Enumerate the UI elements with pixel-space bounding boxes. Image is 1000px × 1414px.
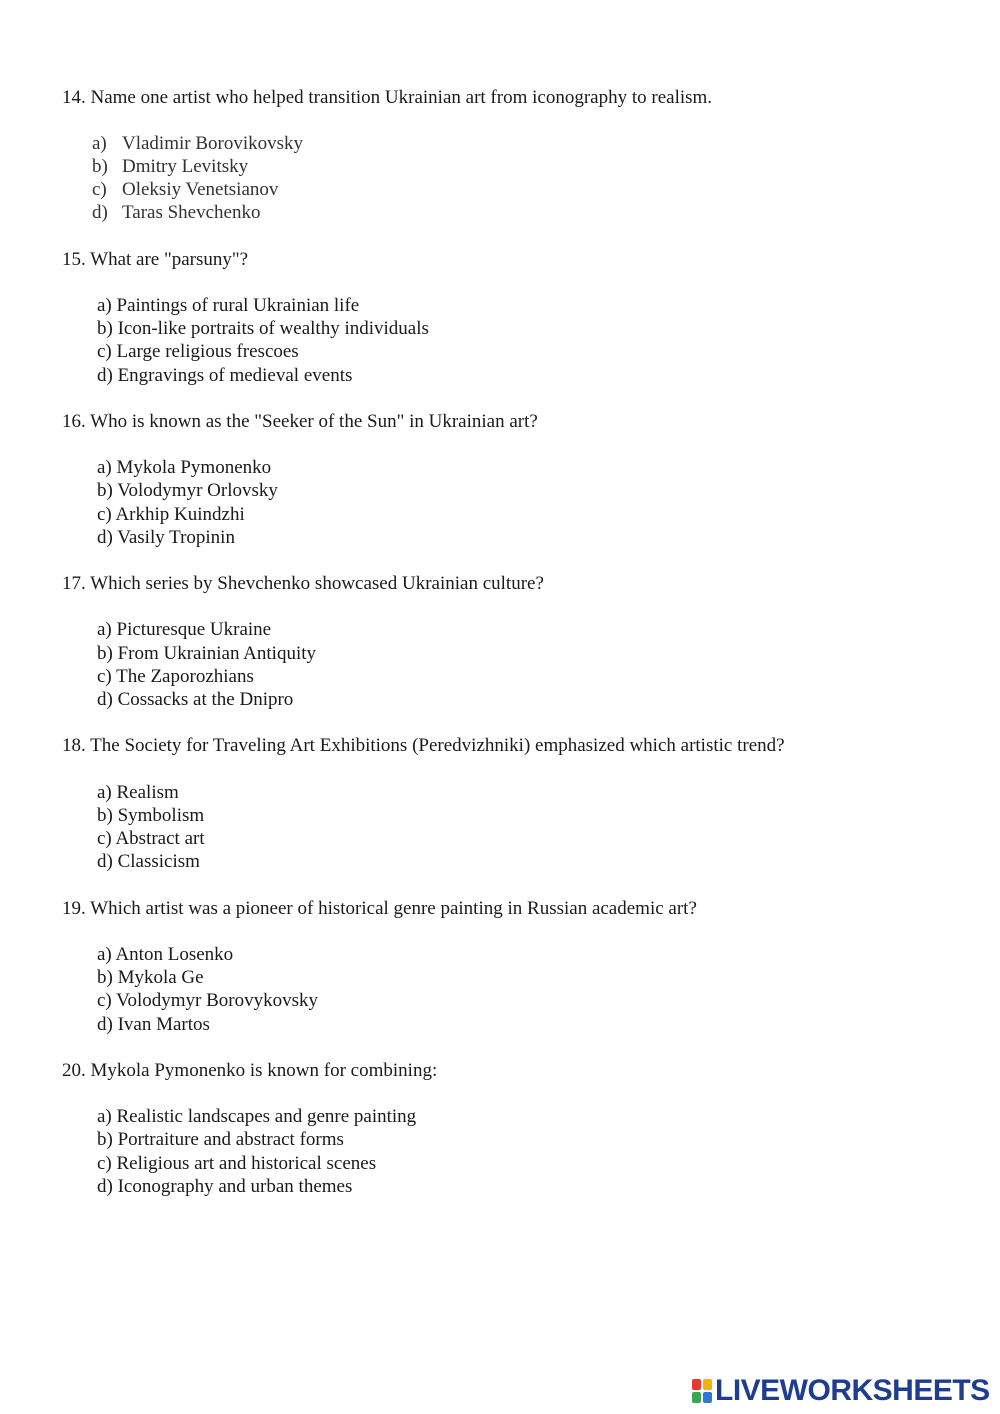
question-17: 17. Which series by Shevchenko showcased Ukrainian culture? — [62, 573, 544, 594]
logo-square-red — [692, 1379, 701, 1390]
logo-text: LIVEWORKSHEETS — [715, 1374, 990, 1407]
question-16-option-c: c) Arkhip Kuindzhi — [97, 504, 245, 525]
option-letter: b) — [92, 156, 108, 177]
question-16-option-d: d) Vasily Tropinin — [97, 527, 235, 548]
question-17-option-d: d) Cossacks at the Dnipro — [97, 689, 294, 710]
question-17-option-a: a) Picturesque Ukraine — [97, 619, 272, 640]
question-15-option-b: b) Icon-like portraits of wealthy individuals — [97, 318, 429, 339]
question-15: 15. What are "parsuny"? — [62, 249, 249, 270]
question-14-option-a — [92, 132, 303, 155]
option-letter: d) — [92, 202, 108, 223]
question-18-option-c: c) Abstract art — [97, 828, 205, 849]
question-20-option-d: d) Iconography and urban themes — [97, 1176, 353, 1197]
question-16: 16. Who is known as the "Seeker of the Sun" in Ukrainian art? — [62, 411, 538, 432]
liveworksheets-logo[interactable] — [692, 1375, 990, 1407]
question-18-option-b: b) Symbolism — [97, 805, 205, 826]
question-14-option-b — [92, 155, 248, 178]
question-18-option-d: d) Classicism — [97, 851, 200, 872]
question-20-option-c: c) Religious art and historical scenes — [97, 1153, 377, 1174]
option-letter: a) — [92, 133, 107, 154]
question-19-option-c: c) Volodymyr Borovykovsky — [97, 990, 318, 1011]
question-20-option-b: b) Portraiture and abstract forms — [97, 1129, 344, 1150]
option-letter: c) — [92, 179, 107, 200]
option-text: Taras Shevchenko — [122, 202, 261, 223]
question-20: 20. Mykola Pymonenko is known for combining: — [62, 1060, 438, 1081]
logo-square-yellow — [703, 1379, 712, 1390]
liveworksheets-logo-icon — [692, 1379, 712, 1403]
question-14-option-c — [92, 178, 278, 201]
question-19-option-d: d) Ivan Martos — [97, 1014, 210, 1035]
question-16-option-a: a) Mykola Pymonenko — [97, 457, 272, 478]
option-text: Dmitry Levitsky — [122, 156, 249, 177]
question-18: 18. The Society for Traveling Art Exhibitions (Peredvizhniki) emphasized which artistic trend? — [62, 735, 785, 756]
question-19: 19. Which artist was a pioneer of historical genre painting in Russian academic art? — [62, 898, 697, 919]
question-15-option-a: a) Paintings of rural Ukrainian life — [97, 295, 360, 316]
question-19-option-a: a) Anton Losenko — [97, 944, 234, 965]
logo-square-green — [692, 1392, 701, 1403]
logo-square-blue — [703, 1392, 712, 1403]
question-19-option-b: b) Mykola Ge — [97, 967, 204, 988]
option-text: Vladimir Borovikovsky — [122, 133, 304, 154]
question-16-option-b: b) Volodymyr Orlovsky — [97, 480, 278, 501]
option-text: Oleksiy Venetsianov — [122, 179, 279, 200]
question-14-option-d — [92, 201, 260, 224]
question-15-option-d: d) Engravings of medieval events — [97, 365, 353, 386]
question-15-option-c: c) Large religious frescoes — [97, 341, 299, 362]
question-18-option-a: a) Realism — [97, 782, 179, 803]
question-14: 14. Name one artist who helped transition Ukrainian art from iconography to realism. — [62, 87, 713, 108]
question-17-option-c: c) The Zaporozhians — [97, 666, 254, 687]
question-17-option-b: b) From Ukrainian Antiquity — [97, 643, 317, 664]
question-20-option-a: a) Realistic landscapes and genre painting — [97, 1106, 417, 1127]
